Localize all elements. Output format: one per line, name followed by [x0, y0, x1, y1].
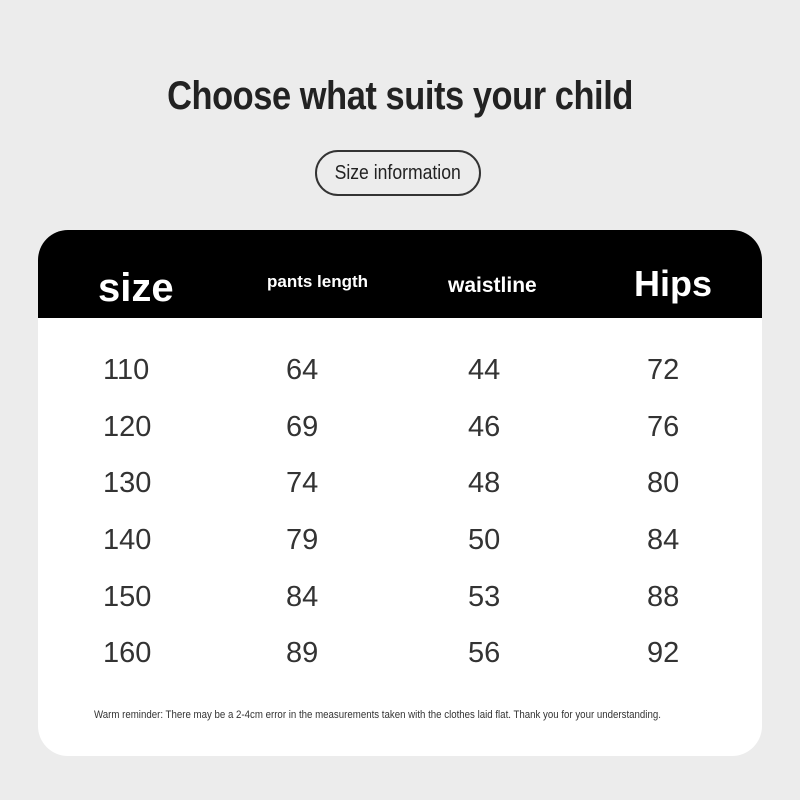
cell-waistline: 44 — [468, 354, 501, 386]
cell-waistline: 53 — [468, 580, 501, 613]
cell-size: 160 — [103, 637, 152, 670]
cell-hips: 76 — [647, 410, 680, 443]
cell-hips: 92 — [647, 637, 680, 670]
cell-hips: 80 — [647, 467, 680, 500]
page-title: Choose what suits your child — [167, 74, 633, 118]
cell-size: 140 — [103, 524, 152, 557]
table-body — [38, 350, 762, 690]
cell-hips: 88 — [647, 580, 680, 613]
cell-waistline: 46 — [468, 410, 501, 443]
header-waistline: waistline — [448, 274, 537, 297]
cell-pants-length: 64 — [286, 354, 319, 386]
size-info-pill — [315, 150, 481, 196]
cell-pants-length: 89 — [286, 637, 319, 670]
cell-size: 120 — [103, 410, 152, 443]
table-row — [38, 350, 762, 407]
cell-hips: 72 — [647, 354, 680, 386]
cell-pants-length: 79 — [286, 524, 319, 557]
header-hips: Hips — [634, 263, 713, 304]
header-pants-length: pants length — [267, 272, 369, 291]
cell-pants-length: 84 — [286, 580, 319, 613]
table-header — [38, 230, 762, 318]
table-row — [38, 577, 762, 634]
warm-reminder-note: Warm reminder: There may be a 2-4cm error in the measurements taken with the clothes laid flat. Thank you for your understanding. — [94, 709, 661, 721]
table-row — [38, 407, 762, 464]
cell-hips: 84 — [647, 524, 680, 557]
cell-pants-length: 69 — [286, 410, 319, 443]
size-info-label: Size information — [334, 161, 462, 184]
cell-waistline: 56 — [468, 637, 501, 670]
cell-waistline: 48 — [468, 467, 501, 500]
header-size: size — [98, 266, 174, 310]
cell-size: 110 — [103, 354, 150, 386]
table-row — [38, 633, 762, 690]
table-row — [38, 463, 762, 520]
cell-waistline: 50 — [468, 524, 501, 557]
table-row — [38, 520, 762, 577]
cell-pants-length: 74 — [286, 467, 319, 500]
cell-size: 130 — [103, 467, 152, 500]
cell-size: 150 — [103, 580, 152, 613]
size-table — [38, 230, 762, 756]
